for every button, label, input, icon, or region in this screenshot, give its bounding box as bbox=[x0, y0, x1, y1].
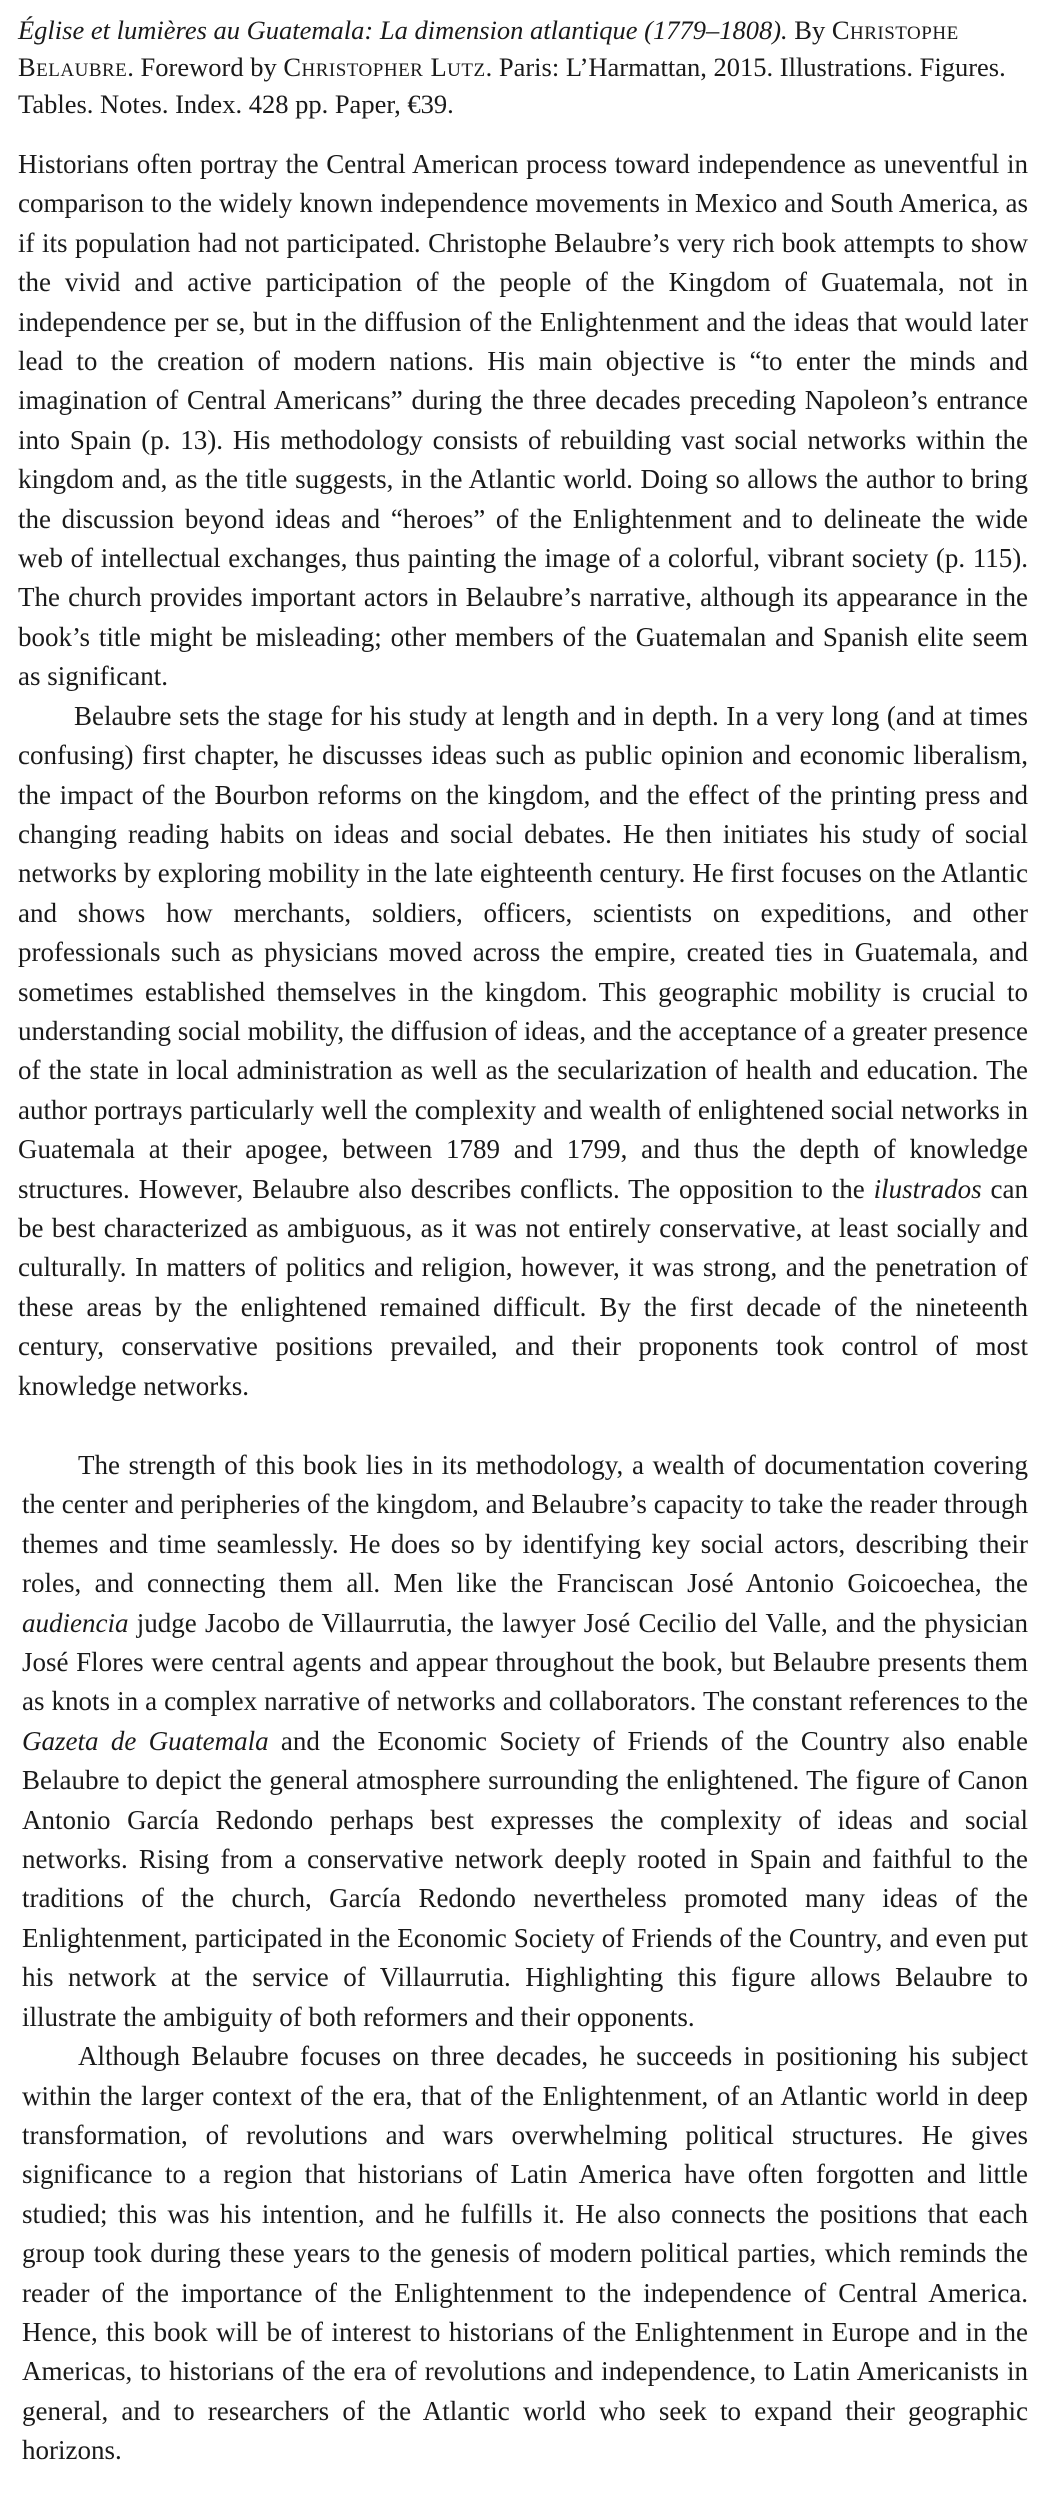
paragraph-3-text-c: and the Economic Society of Friends of the Country also enable Belaubre to depict the general atmosphere surrounding the enlightened. The figure of Canon Antonio García Redondo perhaps best expresses the complexity of ideas and social networks. Rising from a conservative network deeply rooted in Spain and faithful to the traditions of the church, García Redondo nevertheless promoted many ideas of the Enlightenment, participated in the Economic Society of Friends of the Country, and even put his network at the service of Villaurrutia. Highlighting this figure allows Belaubre to illustrate the ambiguity of both reformers and their opponents. bbox=[22, 1725, 1028, 2032]
paragraph-4: Although Belaubre focuses on three decades, he succeeds in positioning his subject within the larger context of the era, that of the Enlightenment, of an Atlantic world in deep transformation, of revolutions and wars overwhelming political structures. He gives significance to a region that historians of Latin America have often forgotten and little studied; this was his intention, and he fulfills it. He also connects the positions that each group took during these years to the genesis of modern political parties, which reminds the reader of the importance of the Enlightenment to the independence of Central America. Hence, this book will be of interest to historians of the Enlightenment in Europe and in the Americas, to historians of the era of revolutions and independence, to Latin Americanists in general, and to researchers of the Atlantic world who seek to expand their geographic horizons. bbox=[22, 2041, 1028, 2466]
paragraph-3-text-a: The strength of this book lies in its methodology, a wealth of documentation covering the center and peripheries of the kingdom, and Belaubre’s capacity to take the reader through themes and time seamlessly. He does so by identifying key social actors, describing their roles, and connecting them all. Men like the Franciscan José Antonio Goicoechea, the bbox=[22, 1450, 1028, 1599]
author-name: Christophe Belaubre bbox=[18, 15, 959, 82]
book-title: Église et lumières au Guatemala: La dimension atlantique (1779–1808). bbox=[18, 15, 788, 45]
paragraph-3-italic-2: Gazeta de Guatemala bbox=[22, 1725, 269, 1756]
foreword-text: . Foreword by bbox=[127, 52, 284, 82]
citation-header bbox=[18, 12, 1028, 123]
paragraph-3-italic-1: audiencia bbox=[22, 1607, 129, 1638]
paragraph-3-text-b: judge Jacobo de Villaurrutia, the lawyer José Cecilio del Valle, and the physician José Flores were central agents and appear throughout the book, but Belaubre presents them as knots in a complex narrative of networks and collaborators. The constant references to the bbox=[22, 1607, 1028, 1717]
section-break bbox=[18, 1406, 1028, 1446]
paragraph-2-italic: ilustrados bbox=[873, 1173, 982, 1204]
by-text: By bbox=[787, 15, 832, 45]
publication-details: . Paris: L’Harmattan, 2015. Illustrations. Figures. Tables. Notes. Index. 428 pp. Paper, €39. bbox=[18, 52, 1006, 119]
review-page bbox=[18, 12, 1028, 2471]
paragraph-2-text-a: Belaubre sets the stage for his study at length and in depth. In a very long (and at times confusing) first chapter, he discusses ideas such as public opinion and economic liberalism, the impact of the Bourbon reforms on the kingdom, and the effect of the printing press and changing reading habits on ideas and social debates. He then initiates his study of social networks by exploring mobility in the late eighteenth century. He first focuses on the Atlantic and shows how merchants, soldiers, officers, scientists on expeditions, and other professionals such as physicians moved across the empire, created ties in Guatemala, and sometimes established themselves in the kingdom. This geographic mobility is crucial to understanding social mobility, the diffusion of ideas, and the acceptance of a greater presence of the state in local administration as well as the secularization of health and education. The author portrays particularly well the complexity and wealth of enlightened social networks in Guatemala at their apogee, between 1789 and 1799, and thus the depth of knowledge structures. However, Belaubre also describes conflicts. The opposition to the bbox=[18, 700, 1028, 1204]
paragraph-1: Historians often portray the Central American process toward independence as uneventful in comparison to the widely known independence movements in Mexico and South America, as if its population had not participated. Christophe Belaubre’s very rich book attempts to show the vivid and active participation of the people of the Kingdom of Guatemala, not in independence per se, but in the diffusion of the Enlightenment and the ideas that would later lead to the creation of modern nations. His main objective is “to enter the minds and imagination of Central Americans” during the three decades preceding Napoleon’s entrance into Spain (p. 13). His methodology consists of rebuilding vast social networks within the kingdom and, as the title suggests, in the Atlantic world. Doing so allows the author to bring the discussion beyond ideas and “heroes” of the Enlightenment and to delineate the wide web of intellectual exchanges, thus painting the image of a colorful, vibrant society (p. 115). The church provides important actors in Belaubre’s narrative, although its appearance in the book’s title might be misleading; other members of the Guatemalan and Spanish elite seem as significant. bbox=[18, 149, 1028, 692]
paragraph-2-text-b: can be best characterized as ambiguous, as it was not entirely conservative, at least socially and culturally. In matters of politics and religion, however, it was strong, and the penetration of these areas by the enlightened remained difficult. By the first decade of the nineteenth century, conservative positions prevailed, and their proponents took control of most knowledge networks. bbox=[18, 1173, 1028, 1401]
paragraph-3 bbox=[18, 1446, 1028, 2037]
foreword-author: Christopher Lutz bbox=[283, 52, 486, 82]
paragraph-2 bbox=[18, 697, 1028, 1406]
